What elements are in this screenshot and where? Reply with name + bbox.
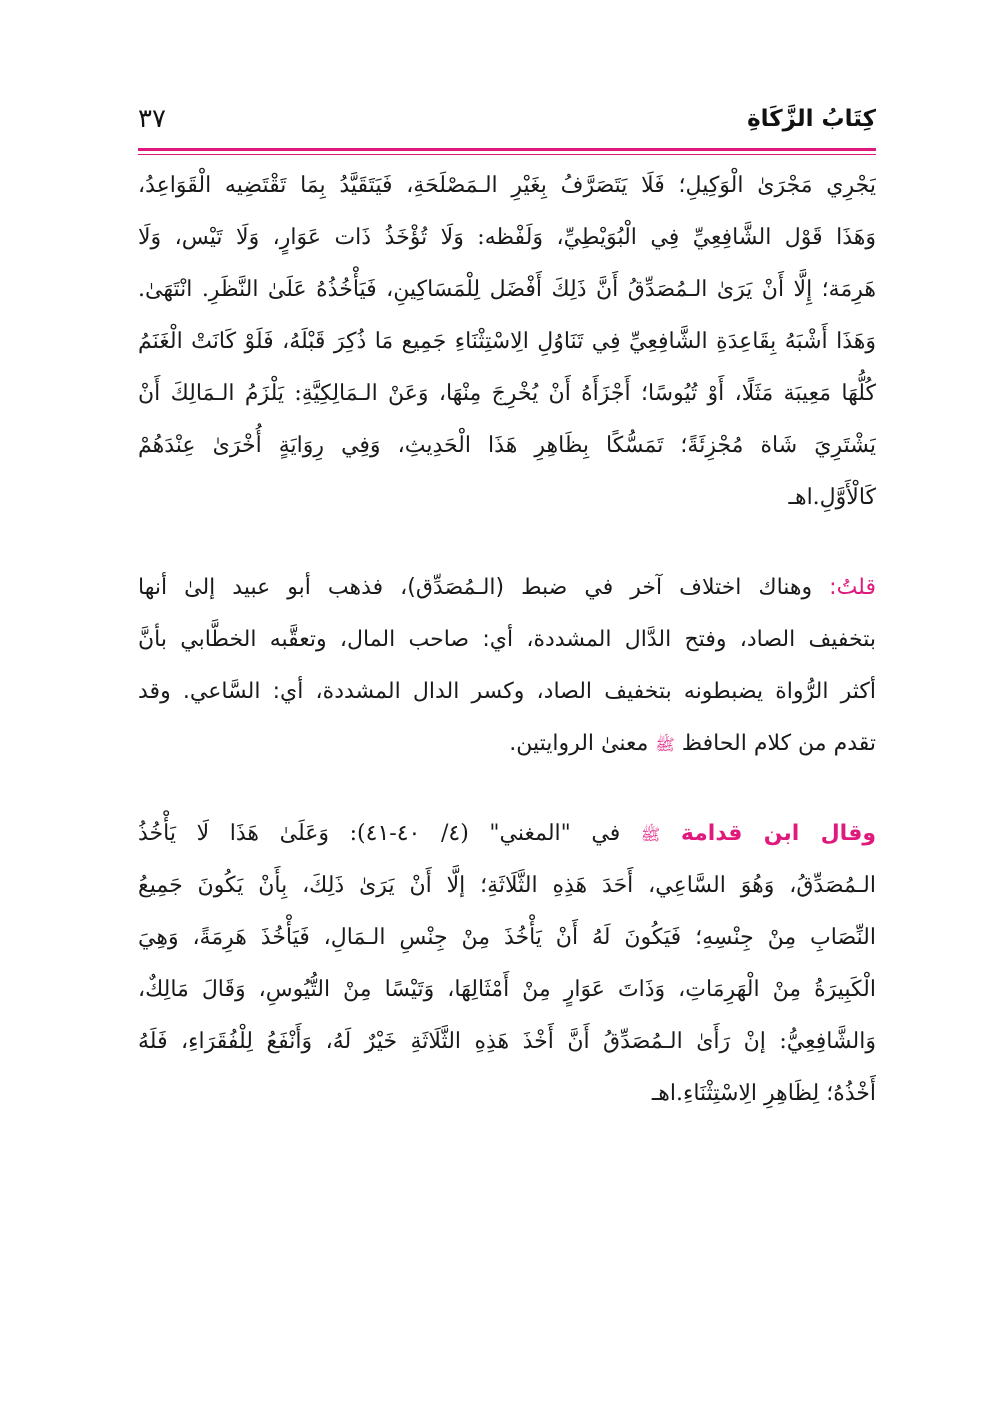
text-segment: وهناك اختلاف آخر في ضبط (الـمُصَدِّق)، فذهب أبو عبيد إلىٰ أنها <box>138 575 830 600</box>
page-header <box>138 104 876 144</box>
page-body <box>138 160 876 1120</box>
text-segment: في "المغني" (٤/ ٤٠-٤١): وَعَلَىٰ هَذَا لَا يَأْخُذُ <box>138 821 641 846</box>
text-segment: تقدم من كلام الحافظ <box>674 731 876 756</box>
page-number: ٣٧ <box>138 104 166 134</box>
paragraph-gap <box>138 524 876 562</box>
honorific-glyph: ﷺ <box>655 735 675 754</box>
text-line: أَخْذُهُ؛ لِظَاهِرِ الِاسْتِثْنَاءِ.اهـ <box>651 1081 876 1106</box>
text-line: بتخفيف الصاد، وفتح الدَّال المشددة، أي: صاحب المال، وتعقَّبه الخطَّابي بأنَّ <box>138 627 876 652</box>
text-line: أكثر الرُّواة يضبطونه بتخفيف الصاد، وكسر الدال المشددة، أي: السَّاعي. وقد <box>138 679 876 704</box>
paragraph-quote-1 <box>138 160 876 524</box>
book-title: كِتَابُ الزَّكَاةِ <box>747 106 876 132</box>
author-label: وقال ابن قدامة <box>680 821 876 846</box>
text-line: النِّصَابِ مِنْ جِنْسِهِ؛ فَيَكُونَ لَهُ أَنْ يَأْخُذَ مِنْ جِنْسِ الـمَالِ، فَيَأْخُذَ هَرِمَةً، وَهِيَ <box>138 925 876 950</box>
header-rule-thick <box>138 148 876 151</box>
text-line: هَرِمَة؛ إِلَّا أَنْ يَرَىٰ الـمُصَدِّقُ أَنَّ ذَلِكَ أَفْضَل لِلْمَسَاكِينِ، فَيَأْخُذُهُ عَلَىٰ النَّظَرِ. انْتَهَىٰ. <box>138 277 876 302</box>
text-line <box>138 808 876 860</box>
paragraph-gap <box>138 770 876 808</box>
text-line: وَهَذَا قَوْل الشَّافِعِيِّ فِي الْبُوَيْطِيِّ، وَلَفْظه: وَلَا تُؤْخَذُ ذَات عَوَارٍ، وَلَا تَيْس، وَلَا <box>138 225 876 250</box>
text-line: وَهَذَا أَشْبَهُ بِقَاعِدَةِ الشَّافِعِيِّ فِي تَنَاوُلِ الِاسْتِثْنَاءِ جَمِيع مَا ذُكِرَ قَبْلَهُ، فَلَوْ كَانَتْ الْغَنَمُ <box>138 329 876 354</box>
header-rule-thin <box>138 154 876 155</box>
text-line: يَشْتَرِيَ شَاة مُجْزِئَةً؛ تَمَسُّكًا بِظَاهِرِ هَذَا الْحَدِيثِ، وَفِي رِوَايَةٍ أُخْرَىٰ عِنْدَهُمْ <box>138 433 876 458</box>
text-line: الْكَبِيرَةُ مِنْ الْهَرِمَاتِ، وَذَاتَ عَوَارٍ مِنْ أَمْثَالِهَا، وَتَيْسًا مِنْ التُّيُوسِ، وَقَالَ مَالِكٌ، <box>138 977 876 1002</box>
text-line: كَالْأَوَّلِ.اهـ <box>788 485 876 510</box>
honorific-glyph: ﷺ <box>640 825 661 844</box>
text-line: يَجْرِي مَجْرَىٰ الْوَكِيلِ؛ فَلَا يَتَصَرَّفُ بِغَيْرِ الـمَصْلَحَةِ، فَيَتَقَيَّدُ بِمَا تَقْتَضِيه الْقَوَاعِدُ، <box>138 173 876 198</box>
text-line <box>138 718 876 770</box>
qultu-label: قلتُ: <box>829 575 876 600</box>
text-line: الـمُصَدِّقُ، وَهُوَ السَّاعِي، أَحَدَ هَذِهِ الثَّلَاثَةِ؛ إلَّا أَنْ يَرَىٰ ذَلِكَ، بِأَنْ يَكُونَ جَمِيعُ <box>138 873 876 898</box>
paragraph-quote-2 <box>138 808 876 1120</box>
paragraph-commentary <box>138 562 876 770</box>
text-line: كُلُّهَا مَعِيبَة مَثَلًا، أَوْ تُيُوسًا؛ أَجْزَأَهُ أَنْ يُخْرِجَ مِنْهَا، وَعَنْ الـمَالِكِيَّةِ: يَلْزَمُ الـمَالِكَ أَنْ <box>138 381 876 406</box>
text-line <box>138 562 876 614</box>
text-line: وَالشَّافِعِيُّ: إنْ رَأَىٰ الـمُصَدِّقُ أَنَّ أَخْذَ هَذِهِ الثَّلَاثَةِ خَيْرٌ لَهُ، وَأَنْفَعُ لِلْفُقَرَاءِ، فَلَهُ <box>138 1029 876 1054</box>
text-segment: معنىٰ الروايتين. <box>509 731 656 756</box>
